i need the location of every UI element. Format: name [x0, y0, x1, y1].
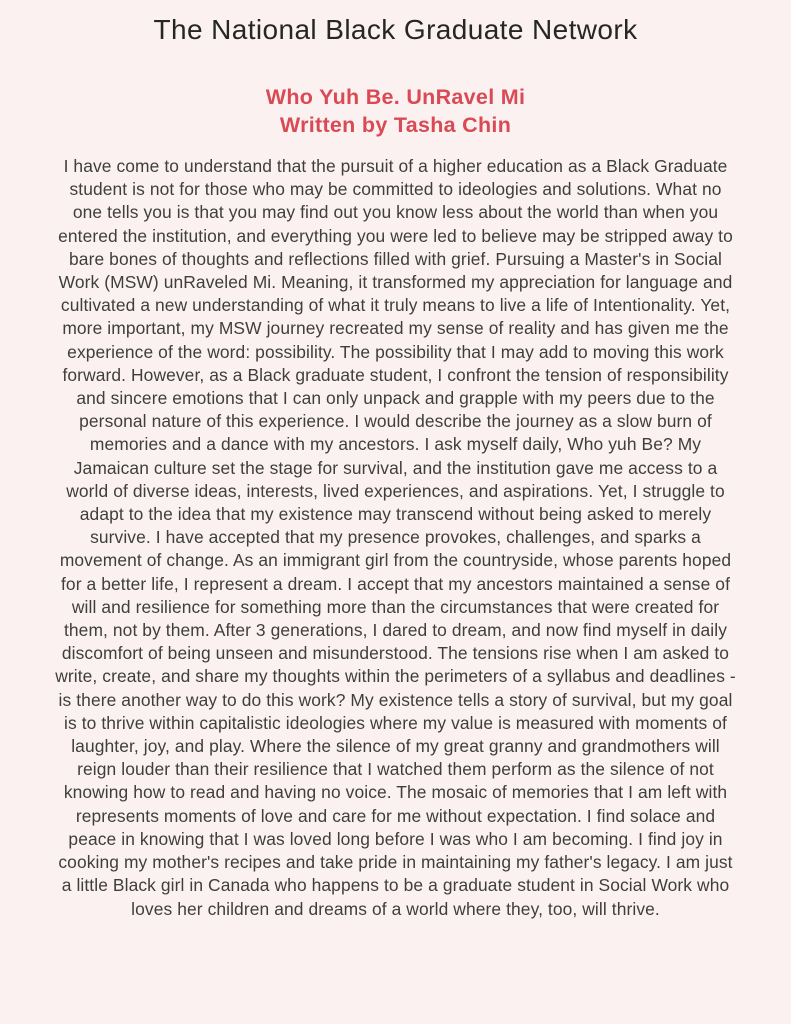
article-heading — [0, 83, 791, 139]
article-byline: Written by Tasha Chin — [279, 113, 512, 137]
article-title: Who Yuh Be. UnRavel Mi — [265, 85, 526, 109]
article-body: I have come to understand that the pursuit of a higher education as a Black Graduate student is not for those who may be committed to ideologies and solutions. What no one tells you is that you may find out you know less about the world than when you entered the institution, and everything you were led to believe may be stripped away to bare bones of thoughts and reflections filled with grief. Pursuing a Master's in Social Work (MSW) unRaveled Mi. Meaning, it transformed my appreciation for language and cultivated a new understanding of what it truly means to live a life of Intentionality. Yet, more important, my MSW journey recreated my sense of reality and has given me the experience of the word: possibility. The possibility that I may add to moving this work forward. However, as a Black graduate student, I confront the tension of responsibility and sincere emotions that I can only unpack and grapple with my peers due to the personal nature of this experience. I would describe the journey as a slow burn of memories and a dance with my ancestors. I ask myself daily, Who yuh Be? My Jamaican culture set the stage for survival, and the institution gave me access to a world of diverse ideas, interests, lived experiences, and aspirations. Yet, I struggle to adapt to the idea that my existence may transcend without being asked to merely survive. I have accepted that my presence provokes, challenges, and sparks a movement of change. As an immigrant girl from the countryside, whose parents hoped for a better life, I represent a dream. I accept that my ancestors maintained a sense of will and resilience for something more than the circumstances that were created for them, not by them. After 3 generations, I dared to dream, and now find myself in daily discomfort of being unseen and misunderstood. The tensions rise when I am asked to write, create, and share my thoughts within the perimeters of a syllabus and deadlines - is there another way to do this work? My existence tells a story of survival, but my goal is to thrive within capitalistic ideologies where my value is measured with moments of laughter, joy, and play. Where the silence of my great granny and grandmothers will reign louder than their resilience that I watched them perform as the silence of not knowing how to read and having no voice. The mosaic of memories that I am left with represents moments of love and care for me without expectation. I find solace and peace in knowing that I was loved long before I was who I am becoming. I find joy in cooking my mother's recipes and take pride in maintaining my father's legacy. I am just a little Black girl in Canada who happens to be a graduate student in Social Work who loves her children and dreams of a world where they, too, will thrive. — [55, 156, 736, 919]
page-title: The National Black Graduate Network — [153, 14, 638, 45]
